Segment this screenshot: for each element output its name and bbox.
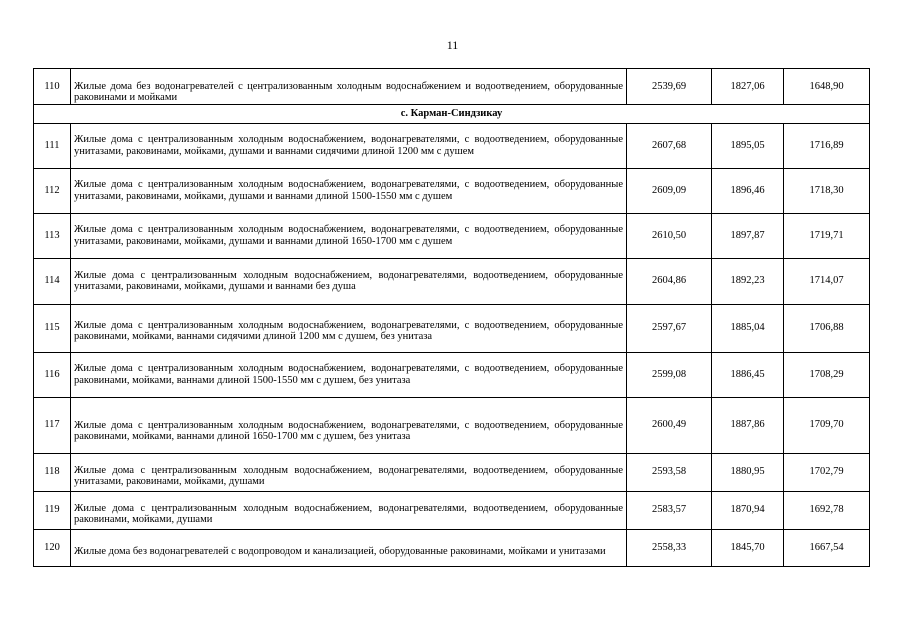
value-1: 2599,08: [627, 352, 712, 397]
value-3: 1719,71: [784, 213, 870, 258]
table-row: [34, 123, 870, 168]
value-3: 1667,54: [784, 529, 870, 566]
table-row: [34, 258, 870, 304]
table-row: [34, 397, 870, 453]
tariff-table: [33, 68, 870, 567]
table-row: [34, 69, 870, 105]
value-1: 2610,50: [627, 213, 712, 258]
value-3: 1692,78: [784, 491, 870, 529]
value-3: 1709,70: [784, 397, 870, 453]
value-2: 1897,87: [712, 213, 784, 258]
row-number: 117: [34, 397, 71, 453]
value-2: 1827,06: [712, 69, 784, 105]
table-row: [34, 491, 870, 529]
table-row: [34, 213, 870, 258]
row-description: Жилые дома без водонагревателей с централизованным холодным водоснабжением и водоотведением, оборудованные раковинами и мойками: [71, 69, 627, 105]
row-description: Жилые дома с централизованным холодным водоснабжением, водонагревателями, водоотведением, оборудованные унитазами, раковинами, мойками, душами: [71, 453, 627, 491]
row-number: 118: [34, 453, 71, 491]
value-3: 1706,88: [784, 304, 870, 352]
page-number: 11: [446, 38, 459, 52]
row-description: Жилые дома с централизованным холодным водоснабжением, водонагревателями, с водоотведением, оборудованные унитазами, раковинами, мойками, душами и ваннами длиной 1500-1550 мм с душем: [71, 168, 627, 213]
row-description: Жилые дома с централизованным холодным водоснабжением, водонагревателями, водоотведением, оборудованные раковинами, мойками, душами: [71, 491, 627, 529]
row-number: 120: [34, 529, 71, 566]
row-number: 111: [34, 123, 71, 168]
value-2: 1892,23: [712, 258, 784, 304]
row-number: 116: [34, 352, 71, 397]
value-1: 2600,49: [627, 397, 712, 453]
value-1: 2604,86: [627, 258, 712, 304]
value-1: 2539,69: [627, 69, 712, 105]
table-row: [34, 168, 870, 213]
value-2: 1885,04: [712, 304, 784, 352]
value-2: 1887,86: [712, 397, 784, 453]
row-description: Жилые дома с централизованным холодным водоснабжением, водонагревателями, с водоотведением, оборудованные раковинами, мойками, ваннами длиной 1650-1700 мм с душем, без унитаза: [71, 397, 627, 453]
value-1: 2593,58: [627, 453, 712, 491]
row-number: 112: [34, 168, 71, 213]
value-3: 1702,79: [784, 453, 870, 491]
row-description: Жилые дома с централизованным холодным водоснабжением, водонагревателями, с водоотведением, оборудованные раковинами, мойками, ваннами длиной 1500-1550 мм с душем, без унитаза: [71, 352, 627, 397]
value-2: 1880,95: [712, 453, 784, 491]
value-3: 1716,89: [784, 123, 870, 168]
row-description: Жилые дома без водонагревателей с водопроводом и канализацией, оборудованные раковинами, мойками и унитазами: [71, 529, 627, 566]
value-3: 1714,07: [784, 258, 870, 304]
value-2: 1896,46: [712, 168, 784, 213]
value-3: 1648,90: [784, 69, 870, 105]
row-number: 119: [34, 491, 71, 529]
row-number: 114: [34, 258, 71, 304]
value-1: 2583,57: [627, 491, 712, 529]
row-description: Жилые дома с централизованным холодным водоснабжением, водонагревателями, водоотведением, оборудованные унитазами, раковинами, мойками, душами и ваннами без душа: [71, 258, 627, 304]
table-row: [34, 453, 870, 491]
value-2: 1870,94: [712, 491, 784, 529]
table-row: [34, 529, 870, 566]
value-2: 1845,70: [712, 529, 784, 566]
value-3: 1708,29: [784, 352, 870, 397]
table-row: [34, 352, 870, 397]
table-row: [34, 304, 870, 352]
section-row: [34, 104, 870, 123]
value-1: 2597,67: [627, 304, 712, 352]
row-description: Жилые дома с централизованным холодным водоснабжением, водонагревателями, с водоотведением, оборудованные раковинами, мойками, ваннами сидячими длиной 1200 мм с душем, без унитаза: [71, 304, 627, 352]
row-number: 110: [34, 69, 71, 105]
section-title: с. Карман-Синдзикау: [34, 104, 870, 123]
row-description: Жилые дома с централизованным холодным водоснабжением, водонагревателями, с водоотведением, оборудованные унитазами, раковинами, мойками, душами и ваннами сидячими длиной 1200 мм с душем: [71, 123, 627, 168]
value-2: 1886,45: [712, 352, 784, 397]
value-3: 1718,30: [784, 168, 870, 213]
value-2: 1895,05: [712, 123, 784, 168]
row-number: 115: [34, 304, 71, 352]
row-number: 113: [34, 213, 71, 258]
value-1: 2558,33: [627, 529, 712, 566]
value-1: 2609,09: [627, 168, 712, 213]
row-description: Жилые дома с централизованным холодным водоснабжением, водонагревателями, с водоотведением, оборудованные унитазами, раковинами, мойками, душами и ваннами длиной 1650-1700 мм с душем: [71, 213, 627, 258]
value-1: 2607,68: [627, 123, 712, 168]
